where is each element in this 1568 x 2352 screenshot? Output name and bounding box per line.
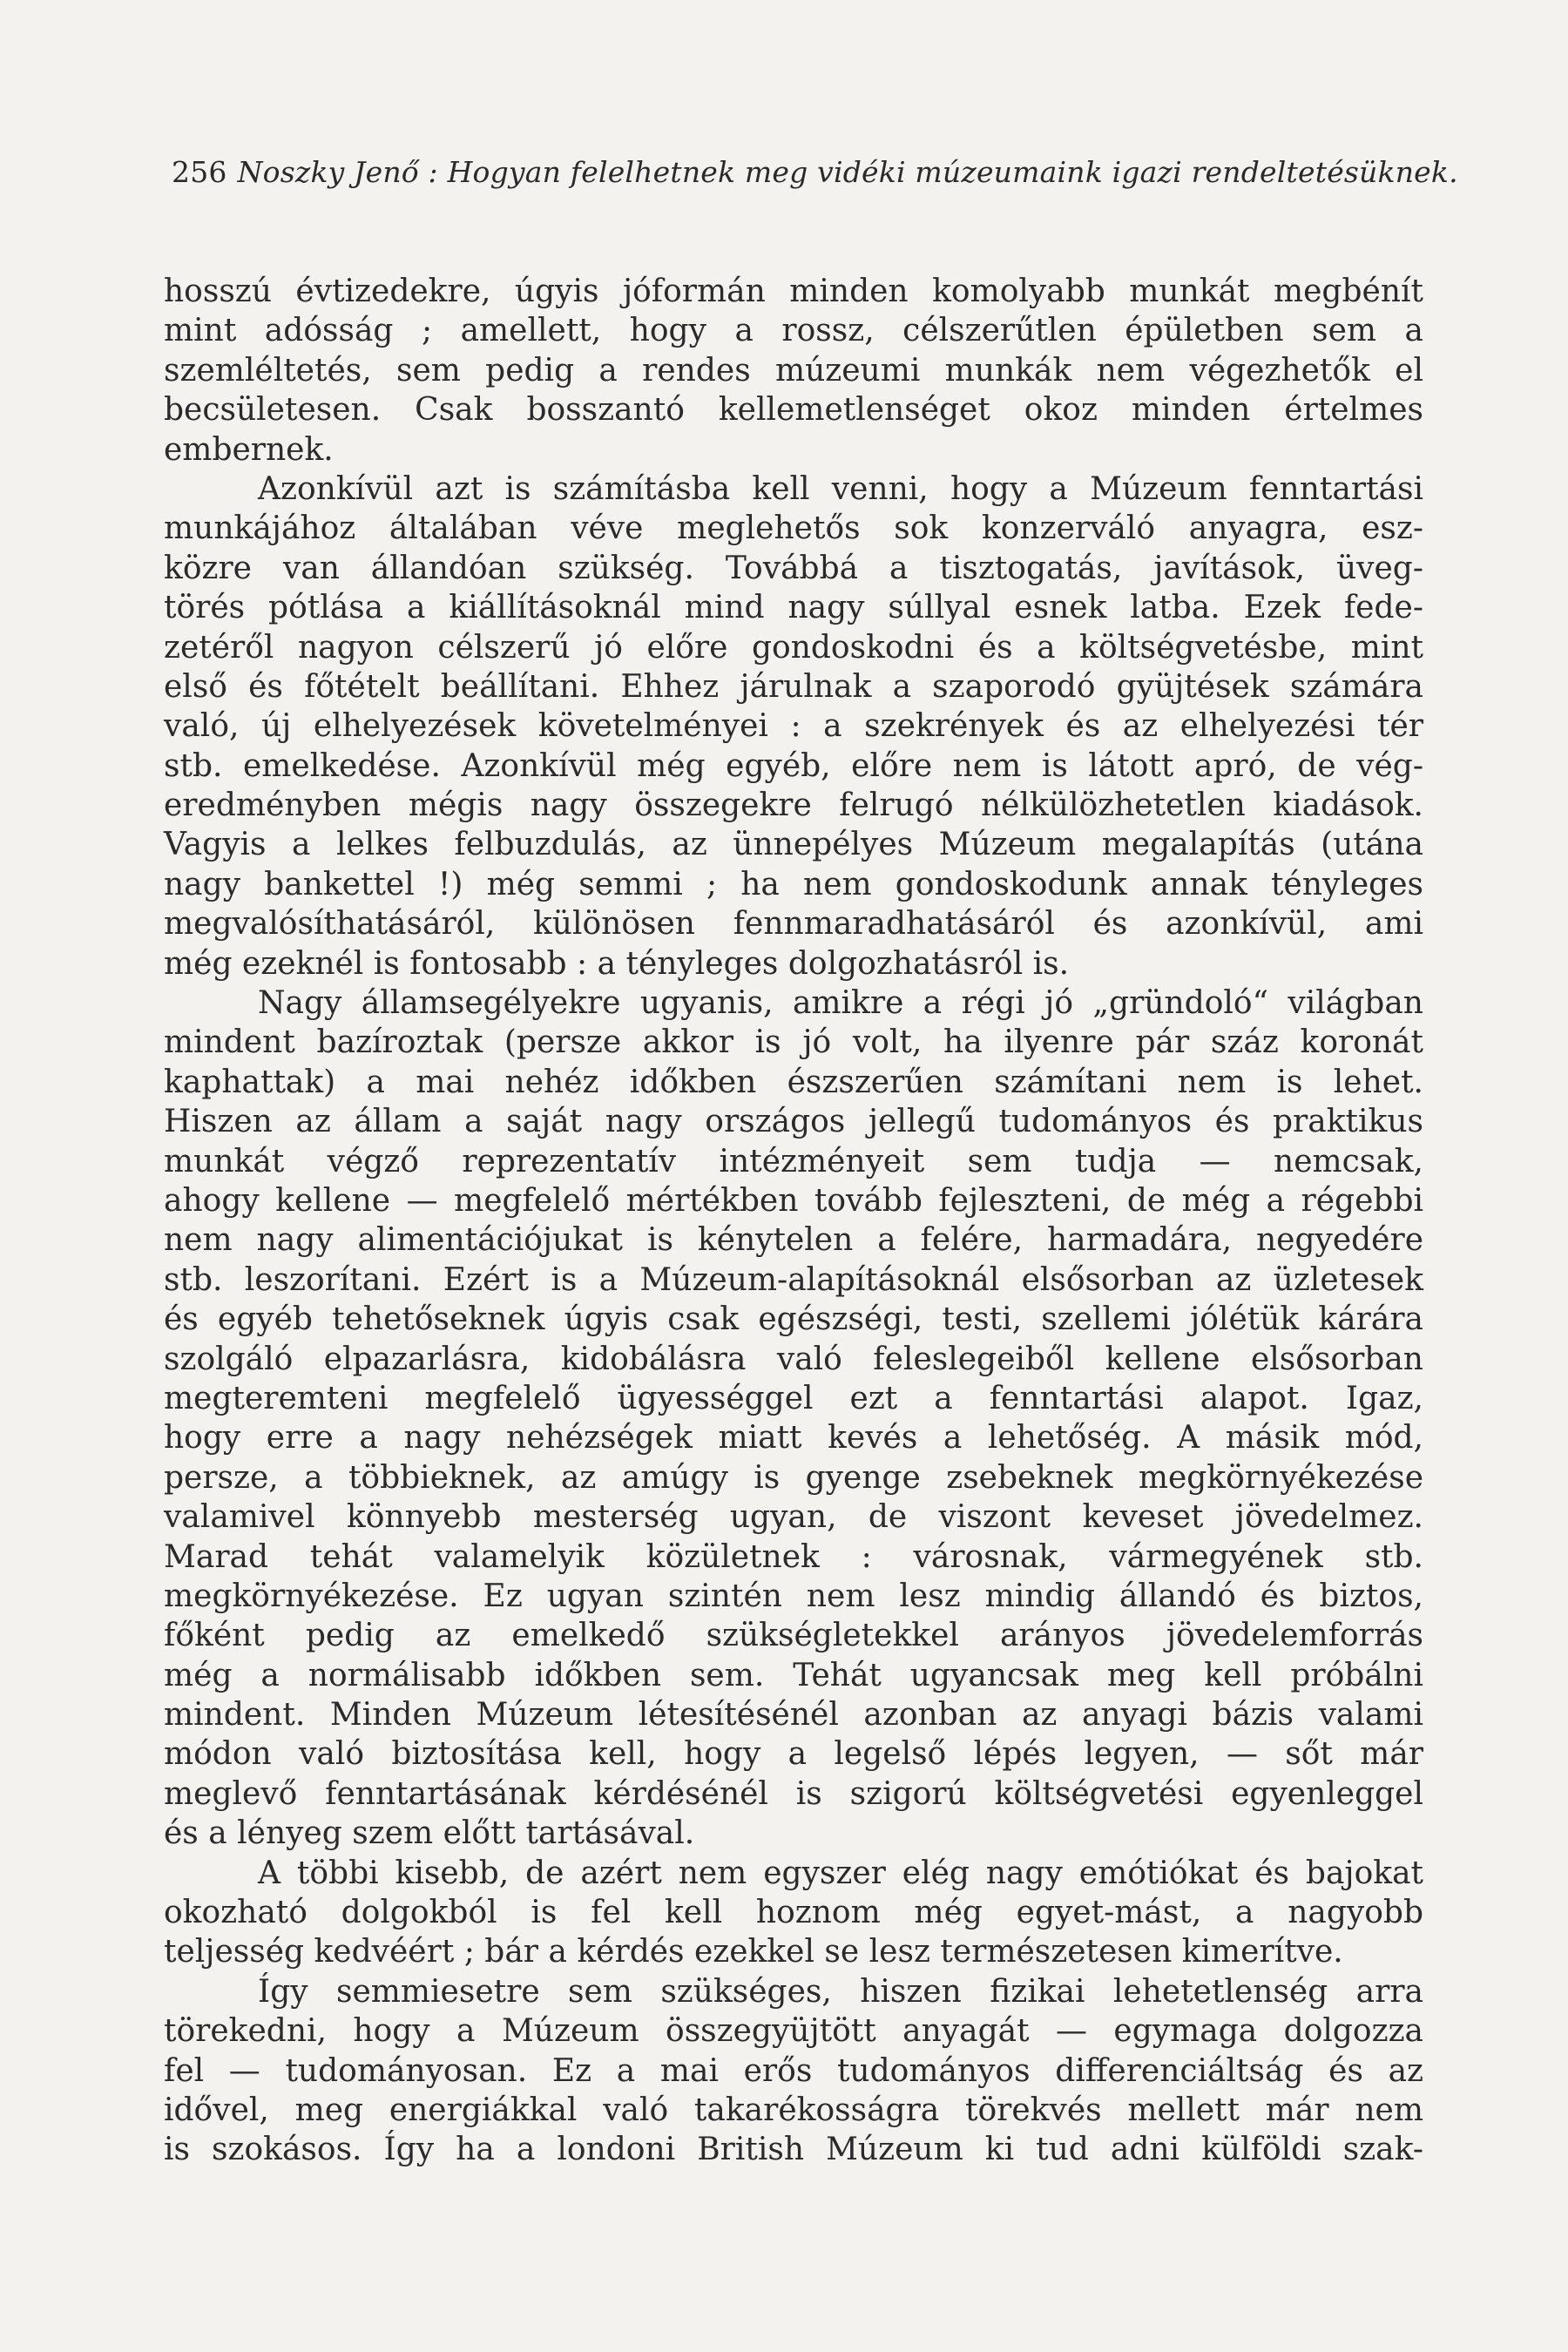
text-line: módon való biztosítása kell, hogy a legelső lépés legyen, — sőt már (164, 1736, 1423, 1773)
text-line: nagy bankettel !) még semmi ; ha nem gondoskodunk annak tényleges (164, 866, 1423, 902)
text-line: mint adósság ; amellett, hogy a rossz, célszerűtlen épületben sem a (164, 313, 1423, 349)
text-line: hogy erre a nagy nehézségek miatt kevés a lehetőség. A másik mód, (164, 1420, 1423, 1456)
text-line: munkát végző reprezentatív intézményeit sem tudja — nemcsak, (164, 1143, 1423, 1179)
page-number: 256 (172, 155, 227, 189)
running-title: Noszky Jenő : Hogyan felelhetnek meg vidéki múzeumaink igazi rendeltetésüknek. (237, 155, 1458, 189)
text-line: idővel, meg energiákkal való takarékosságra törekvés mellett már nem (164, 2092, 1423, 2128)
text-line: zetéről nagyon célszerű jó előre gondoskodni és a költségvetésbe, mint (164, 629, 1423, 666)
text-line: közre van állandóan szükség. Továbbá a tisztogatás, javítások, üveg- (164, 550, 1423, 586)
text-line: Így semmiesetre sem szükséges, hiszen fizikai lehetetlenség arra (258, 1973, 1423, 2010)
text-line: is szokásos. Így ha a londoni British Múzeum ki tud adni külföldi szak- (164, 2132, 1423, 2168)
text-line: munkájához általában véve meglehetős sok konzerváló anyagra, esz- (164, 510, 1423, 547)
text-line: Nagy államsegélyekre ugyanis, amikre a régi jó „gründoló“ világban (258, 985, 1423, 1022)
text-line: stb. emelkedése. Azonkívül még egyéb, előre nem is látott apró, de vég- (164, 747, 1423, 784)
text-line: még ezeknél is fontosabb : a tényleges dolgozhatásról is. (164, 945, 1070, 982)
text-line: eredményben mégis nagy összegekre felrugó nélkülözhetetlen kiadások. (164, 787, 1423, 824)
text-line: törés pótlása a kiállításoknál mind nagy súllyal esnek latba. Ezek fede- (164, 590, 1423, 626)
text-line: és a lényeg szem előtt tartásával. (164, 1815, 695, 1852)
text-line: fel — tudományosan. Ez a mai erős tudományos differenciáltság és az (164, 2052, 1423, 2089)
text-line: törekedni, hogy a Múzeum összegyüjtött anyagát — egymaga dolgozza (164, 2013, 1423, 2050)
text-line: megvalósíthatásáról, különösen fennmaradhatásáról és azonkívül, ami (164, 906, 1423, 943)
text-line: becsületesen. Csak bosszantó kellemetlenséget okoz minden értelmes (164, 392, 1423, 429)
text-line: valamivel könnyebb mesterség ugyan, de viszont keveset jövedelmez. (164, 1499, 1423, 1536)
text-line: első és főtételt beállítani. Ehhez járulnak a szaporodó gyüjtések számára (164, 668, 1423, 705)
body-text (164, 272, 1423, 2170)
text-line: megteremteni megfelelő ügyességgel ezt a fenntartási alapot. Igaz, (164, 1380, 1423, 1416)
text-line: még a normálisabb időkben sem. Tehát ugyancsak meg kell próbálni (164, 1657, 1423, 1693)
text-line: kaphattak) a mai nehéz időkben észszerűen számítani nem is lehet. (164, 1064, 1423, 1100)
text-line: okozható dolgokból is fel kell hoznom még egyet-mást, a nagyobb (164, 1895, 1423, 1931)
text-line: ahogy kellene — megfelelő mértékben tovább fejleszteni, de még a régebbi (164, 1182, 1423, 1219)
text-line: stb. leszorítani. Ezért is a Múzeum-alapításoknál elsősorban az üzletesek (164, 1261, 1423, 1298)
text-line: Hiszen az állam a saját nagy országos jellegű tudományos és praktikus (164, 1104, 1423, 1140)
text-line: meglevő fenntartásának kérdésénél is szigorú költségvetési egyenleggel (164, 1775, 1423, 1812)
text-line: főként pedig az emelkedő szükségletekkel arányos jövedelemforrás (164, 1618, 1423, 1654)
text-line: Marad tehát valamelyik közületnek : városnak, vármegyének stb. (164, 1538, 1423, 1575)
text-line: nem nagy alimentációjukat is kénytelen a felére, harmadára, negyedére (164, 1222, 1423, 1259)
text-line: mindent bazíroztak (persze akkor is jó volt, ha ilyenre pár száz koronát (164, 1024, 1423, 1061)
text-line: szemléltetés, sem pedig a rendes múzeumi munkák nem végezhetők el (164, 352, 1423, 389)
text-line: mindent. Minden Múzeum létesítésénél azonban az anyagi bázis valami (164, 1697, 1423, 1734)
text-line: való, új elhelyezések követelményei : a szekrények és az elhelyezési tér (164, 708, 1423, 745)
text-line: megkörnyékezése. Ez ugyan szintén nem lesz mindig állandó és biztos, (164, 1578, 1423, 1614)
text-line: A többi kisebb, de azért nem egyszer elég nagy emótiókat és bajokat (258, 1855, 1423, 1891)
text-line: Vagyis a lelkes felbuzdulás, az ünnepélyes Múzeum megalapítás (utána (164, 827, 1423, 863)
text-line: embernek. (164, 431, 334, 468)
text-line: hosszú évtizedekre, úgyis jóformán minden komolyabb munkát megbénít (164, 274, 1423, 309)
text-line: és egyéb tehetőseknek úgyis csak egészségi, testi, szellemi jólétük kárára (164, 1301, 1423, 1338)
running-header (172, 153, 1458, 192)
text-line: persze, a többieknek, az amúgy is gyenge zsebeknek megkörnyékezése (164, 1459, 1423, 1496)
text-line: teljesség kedvéért ; bár a kérdés ezekkel se lesz természetesen kimerítve. (164, 1934, 1343, 1970)
text-line: szolgáló elpazarlásra, kidobálásra való feleslegeiből kellene elsősorban (164, 1341, 1423, 1377)
text-line: Azonkívül azt is számításba kell venni, hogy a Múzeum fenntartási (258, 470, 1423, 507)
